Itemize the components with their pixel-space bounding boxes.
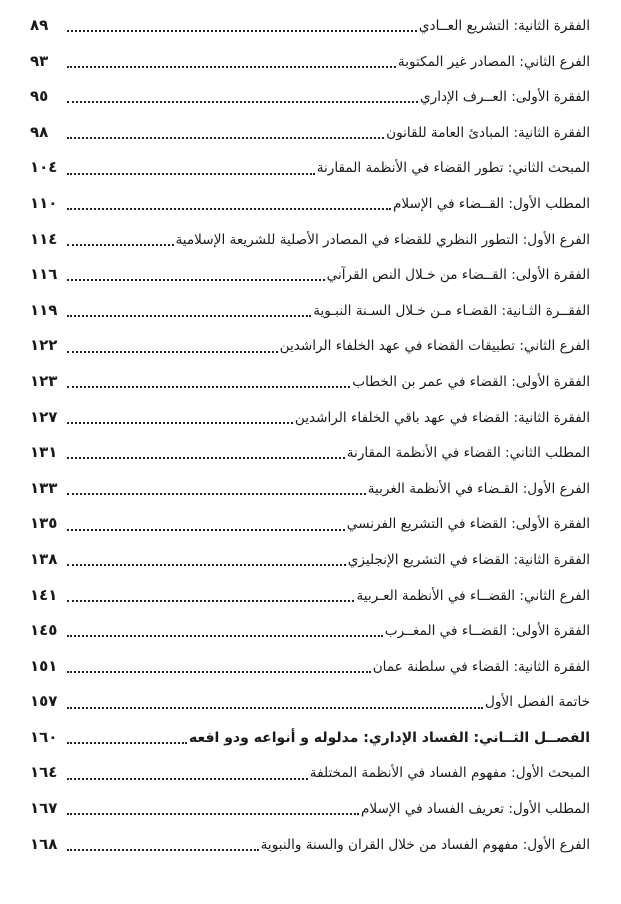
toc-entry (30, 684, 590, 720)
dot-leader (67, 207, 391, 210)
dot-leader (67, 65, 396, 68)
toc-page-number: ١٣٥ (30, 514, 58, 533)
dot-leader (67, 314, 311, 317)
toc-entry-title: الفرع الأول: مفهوم الفساد من خلال القران والسنة والنبوية (260, 836, 590, 853)
dot-leader (67, 456, 345, 459)
toc-entry (30, 44, 590, 80)
toc-entry-title: الفقرة الثانية: المبادئ العامة للقانون (386, 124, 590, 141)
toc-entry-title: المبحث الثاني: تطور القضاء في الأنظمة المقارنة (316, 160, 590, 177)
toc-entry (30, 578, 590, 614)
toc-entry (30, 79, 590, 115)
dot-leader (67, 100, 418, 103)
toc-entry-title: الفرع الأول: القـضاء في الأنظمة الغربية (367, 480, 590, 497)
dot-leader (67, 528, 345, 531)
dot-leader (67, 670, 371, 673)
toc-page-number: ٩٥ (30, 87, 49, 106)
toc-entry (30, 506, 590, 542)
toc-entry-title: الفقرة الأولى: العــرف الإداري (419, 89, 590, 106)
dot-leader (67, 812, 359, 815)
toc-entry-title: الفقرة الثانية: القضاء في عهد باقي الخلفاء الراشدين (294, 409, 590, 426)
dot-leader (67, 599, 354, 602)
toc-entry (30, 755, 590, 791)
dot-leader (67, 741, 187, 744)
dot-leader (67, 706, 483, 709)
dot-leader (67, 492, 366, 495)
toc-entry-title: الفقرة الثانية: القضاء في سلطنة عمان (372, 658, 590, 675)
toc-page-number: ١١٦ (30, 265, 58, 284)
toc-page-number: ١٤١ (30, 585, 58, 604)
toc-entry-title: الفقرة الثانية: التشريع العــادي (418, 18, 590, 34)
toc-page-number: ١٦٨ (30, 834, 58, 853)
toc-entry-title: الفرع الثاني: المصادر غير المكتوبة (397, 53, 590, 70)
toc-entry-title: الفصــل الثــاني: الفساد الإداري: مدلوله و أنواعه ودو افعه (189, 729, 590, 746)
toc-entry (30, 542, 590, 578)
toc-page-number: ١١٩ (30, 300, 58, 319)
toc-entry (30, 328, 590, 364)
toc-entry (30, 293, 590, 329)
dot-leader (67, 172, 315, 175)
toc-page-number: ١٣٣ (30, 478, 58, 497)
table-of-contents (30, 8, 590, 862)
toc-entry-title: الفرع الأول: التطور النظري للقضاء في المصادر الأصلية للشريعة الإسلامية (175, 231, 590, 248)
toc-entry (30, 222, 590, 258)
toc-page-number: ١٢٢ (30, 336, 58, 355)
toc-entry-title: المطلب الثاني: القضاء في الأنظمة المقارنة (346, 445, 590, 462)
toc-entry-title: الفقرة الثانية: القضاء في التشريع الإنجليزي (347, 551, 590, 568)
toc-entry-title: الفرع الثاني: القضــاء في الأنظمة العـربية (356, 587, 590, 604)
dot-leader (67, 136, 384, 139)
toc-page-number: ١٦٠ (30, 727, 58, 746)
toc-page-number: ١٢٣ (30, 371, 58, 390)
toc-page-number: ١٢٧ (30, 407, 58, 426)
toc-page-number: ١١٤ (30, 229, 58, 248)
toc-entry (30, 186, 590, 222)
toc-page-number: ١٣٨ (30, 549, 58, 568)
toc-entry (30, 471, 590, 507)
toc-entry (30, 791, 590, 827)
dot-leader (67, 634, 383, 637)
toc-entry-title: الفرع الثاني: تطبيقات القضاء في عهد الخلفاء الراشدين (279, 338, 590, 355)
dot-leader (67, 563, 346, 566)
toc-entry (30, 827, 590, 863)
toc-entry-title: الفقرة الأولى: القــضاء من خـلال النص القرآني (326, 267, 590, 284)
toc-entry (30, 115, 590, 151)
toc-entry (30, 8, 590, 44)
dot-leader (67, 848, 259, 851)
toc-page-number: ١٦٤ (30, 763, 58, 782)
toc-entry-title: الفقرة الأولى: القضــاء في المغــرب (384, 623, 590, 640)
dot-leader (67, 278, 325, 281)
toc-page-number: ١٤٥ (30, 621, 58, 640)
toc-chapter-heading (30, 720, 590, 756)
toc-entry (30, 150, 590, 186)
toc-entry (30, 613, 590, 649)
toc-page-number: ١٥٧ (30, 692, 58, 711)
dot-leader (67, 421, 293, 424)
toc-entry (30, 364, 590, 400)
toc-entry-title: الفقرة الأولى: القضاء في التشريع الفرنسي (346, 516, 590, 533)
toc-entry-title: الفقــرة الثـانية: القضـاء مـن خـلال السـنة النبـوية (313, 302, 590, 319)
toc-entry-title: المبحث الأول: مفهوم الفساد في الأنظمة المختلفة (309, 765, 590, 782)
toc-page-number: ١١٠ (30, 193, 58, 212)
toc-entry-title: المطلب الأول: القــضاء في الإسلام (393, 195, 590, 212)
dot-leader (67, 777, 308, 780)
toc-page-number: ٨٩ (30, 16, 49, 34)
toc-entry-title: المطلب الأول: تعريف الفساد في الإسلام (360, 801, 590, 818)
toc-page-number: ١٠٤ (30, 158, 58, 177)
toc-page-number: ١٥١ (30, 656, 58, 675)
dot-leader (67, 350, 278, 353)
toc-entry (30, 649, 590, 685)
toc-entry (30, 400, 590, 436)
toc-page-number: ٩٣ (30, 51, 49, 70)
toc-entry-title: خاتمة الفصل الأول (485, 694, 590, 711)
dot-leader (67, 385, 350, 388)
toc-page-number: ٩٨ (30, 122, 49, 141)
dot-leader (67, 243, 174, 246)
dot-leader (67, 29, 417, 32)
toc-page-number: ١٣١ (30, 443, 58, 462)
toc-entry (30, 435, 590, 471)
toc-entry (30, 257, 590, 293)
toc-page-number: ١٦٧ (30, 799, 58, 818)
toc-entry-title: الفقرة الأولى: القضاء في عمر بن الخطاب (352, 373, 590, 390)
